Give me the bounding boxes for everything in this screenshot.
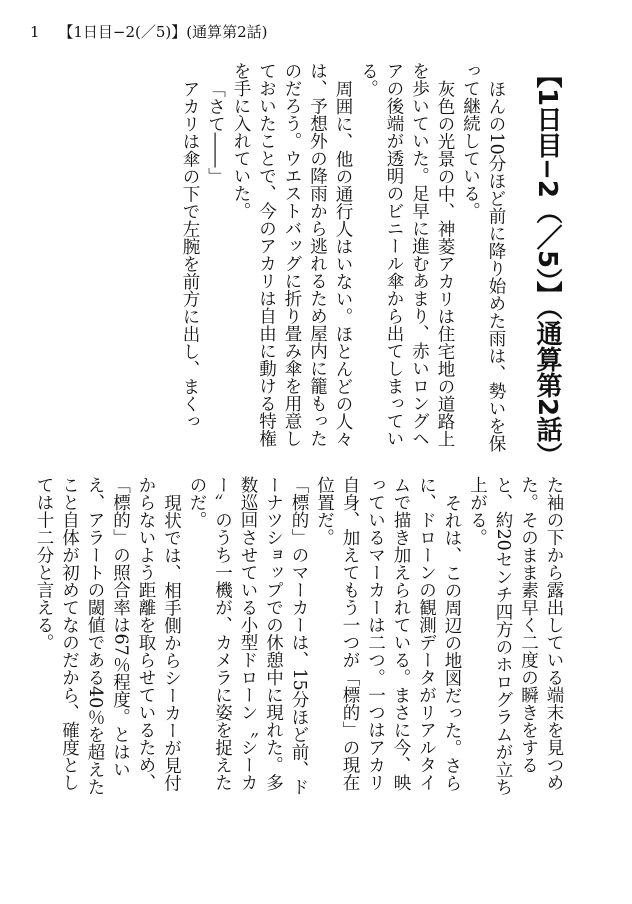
manuscript-page <box>34 62 566 890</box>
paragraph: 灰色の光景の中、神菱アカリは住宅地の道路上を歩いていた。足早に進むあまり、赤いロングヘアの後端が透明のビニール傘から出てしまっている。 <box>358 62 455 447</box>
chapter-title: 【1日目−2（／5）】（通算第2話） <box>532 62 562 469</box>
paragraph: 現状では、相手側からシーカーが見付からないよう距離を取らせているため、「標的」の照合率は67％程度。とはいえ、アラートの閾値である40％を超えたこと自体が初めてなのだから、確度としては十二分と言える。 <box>34 476 182 796</box>
paragraph: ほんの10分ほど前に降り始めた雨は、勢いを保って継続している。 <box>460 62 506 452</box>
dialogue-line: 「さて――」 <box>205 79 226 185</box>
paragraph: 「標的」のマーカーは、15分ほど前、ドーナツショップでの休憩中に現れた。多数巡回させている小型ドローン〝シーカー〟のうち一機が、カメラに姿を捉えたのだ。 <box>187 476 309 796</box>
paragraph: た袖の下から露出している端末を見つめた。そのまま素早く二度の瞬きをすると、約20センチ四方のホログラムが立ち上がる。 <box>467 476 564 796</box>
paragraph: 周囲に、他の通行人はいない。ほとんどの人々は、予想外の降雨から逃れるため屋内に籠もったのだろう。ウエストバッグに折り畳み傘を用意しておいたことで、今のアカリは自由に動ける特権を手に入れていた。 <box>231 62 353 447</box>
running-title: 【1日目−2(／5)】(通算第2話) <box>58 23 268 41</box>
upper-text-band <box>52 62 566 469</box>
page-number: 1 <box>30 23 40 41</box>
paragraph: アカリは傘の下で左腕を前方に出し、まくっ <box>180 79 200 430</box>
running-header <box>30 20 267 44</box>
paragraph: それは、この周辺の地図だった。さらに、ドローンの観測データがリアルタイムで描き加えられている。まさに今、映っているマーカーは二つ。一つはアカリ自身、加えてもう一つが「標的」の現在位置だ。 <box>314 476 462 791</box>
lower-text-band <box>34 476 566 796</box>
